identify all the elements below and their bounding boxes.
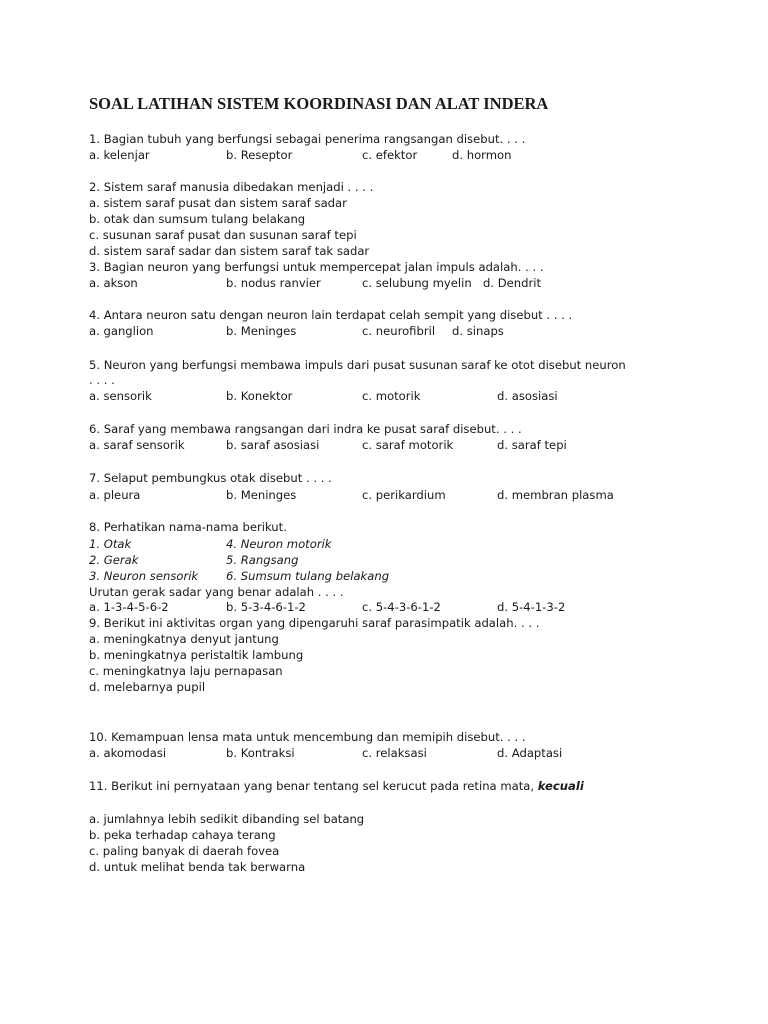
option-a: a. sensorik — [89, 389, 152, 403]
option-d: d. asosiasi — [497, 389, 558, 403]
option-a: a. saraf sensorik — [89, 438, 185, 452]
option-c: c. 5-4-3-6-1-2 — [362, 600, 441, 614]
list-item: 4. Neuron motorik — [226, 537, 332, 551]
option-c: c. meningkatnya laju pernapasan — [89, 664, 283, 678]
option-d: d. Adaptasi — [497, 746, 563, 760]
question-11-text: 11. Berikut ini pernyataan yang benar tentang sel kerucut pada retina mata, — [89, 779, 538, 793]
question-8: 8. Perhatikan nama-nama berikut. — [89, 520, 287, 534]
option-c: c. saraf motorik — [362, 438, 454, 452]
option-b: b. otak dan sumsum tulang belakang — [89, 212, 306, 226]
list-item: 6. Sumsum tulang belakang — [226, 569, 390, 583]
question-11 — [89, 778, 584, 794]
list-item: 2. Gerak — [89, 553, 139, 567]
question-11-emphasis: kecuali — [537, 779, 584, 793]
option-b: b. Kontraksi — [226, 746, 295, 760]
list-item: 3. Neuron sensorik — [89, 569, 199, 583]
question-2: 2. Sistem saraf manusia dibedakan menjadi . . . . — [89, 180, 374, 194]
question-6: 6. Saraf yang membawa rangsangan dari indra ke pusat saraf disebut. . . . — [89, 422, 522, 436]
option-a: a. pleura — [89, 488, 141, 502]
question-10: 10. Kemampuan lensa mata untuk mencembung dan memipih disebut. . . . — [89, 730, 526, 744]
option-c: c. paling banyak di daerah fovea — [89, 844, 280, 858]
question-9: 9. Berikut ini aktivitas organ yang dipengaruhi saraf parasimpatik adalah. . . . — [89, 616, 540, 630]
option-a: a. akomodasi — [89, 746, 167, 760]
option-d: d. saraf tepi — [497, 438, 567, 452]
option-b: b. Reseptor — [226, 148, 293, 162]
list-item: 1. Otak — [89, 537, 132, 551]
option-d: d. Dendrit — [483, 276, 542, 290]
option-b: b. Meninges — [226, 324, 297, 338]
option-a: a. 1-3-4-5-6-2 — [89, 600, 169, 614]
option-b: b. peka terhadap cahaya terang — [89, 828, 276, 842]
option-d: d. sinaps — [452, 324, 504, 338]
option-d: d. untuk melihat benda tak berwarna — [89, 860, 306, 874]
option-c: c. efektor — [362, 148, 418, 162]
option-c: c. relaksasi — [362, 746, 427, 760]
option-a: a. ganglion — [89, 324, 154, 338]
option-a: a. jumlahnya lebih sedikit dibanding sel batang — [89, 812, 365, 826]
option-c: c. selubung myelin — [362, 276, 472, 290]
option-c: c. neurofibril — [362, 324, 436, 338]
question-5: 5. Neuron yang berfungsi membawa impuls dari pusat susunan saraf ke otot disebut neuron — [89, 358, 626, 372]
option-b: b. nodus ranvier — [226, 276, 321, 290]
option-a: a. sistem saraf pusat dan sistem saraf sadar — [89, 196, 347, 210]
option-c: c. susunan saraf pusat dan susunan saraf tepi — [89, 228, 357, 242]
option-d: d. melebarnya pupil — [89, 680, 206, 694]
option-a: a. kelenjar — [89, 148, 150, 162]
option-c: c. perikardium — [362, 488, 446, 502]
option-d: d. 5-4-1-3-2 — [497, 600, 566, 614]
question-1: 1. Bagian tubuh yang berfungsi sebagai penerima rangsangan disebut. . . . — [89, 132, 526, 146]
option-b: b. 5-3-4-6-1-2 — [226, 600, 306, 614]
option-b: b. meningkatnya peristaltik lambung — [89, 648, 304, 662]
question-7: 7. Selaput pembungkus otak disebut . . . . — [89, 471, 332, 485]
option-d: d. hormon — [452, 148, 512, 162]
question-5-cont: . . . . — [89, 373, 115, 387]
list-item: 5. Rangsang — [226, 553, 299, 567]
document-title: SOAL LATIHAN SISTEM KOORDINASI DAN ALAT INDERA — [89, 94, 549, 113]
option-d: d. sistem saraf sadar dan sistem saraf tak sadar — [89, 244, 370, 258]
question-8-prompt: Urutan gerak sadar yang benar adalah . . . . — [89, 585, 344, 599]
question-3: 3. Bagian neuron yang berfungsi untuk mempercepat jalan impuls adalah. . . . — [89, 260, 544, 274]
option-c: c. motorik — [362, 389, 421, 403]
option-d: d. membran plasma — [497, 488, 614, 502]
option-b: b. Konektor — [226, 389, 293, 403]
option-b: b. saraf asosiasi — [226, 438, 320, 452]
option-a: a. meningkatnya denyut jantung — [89, 632, 279, 646]
question-4: 4. Antara neuron satu dengan neuron lain terdapat celah sempit yang disebut . . . . — [89, 308, 573, 322]
option-b: b. Meninges — [226, 488, 297, 502]
option-a: a. akson — [89, 276, 138, 290]
